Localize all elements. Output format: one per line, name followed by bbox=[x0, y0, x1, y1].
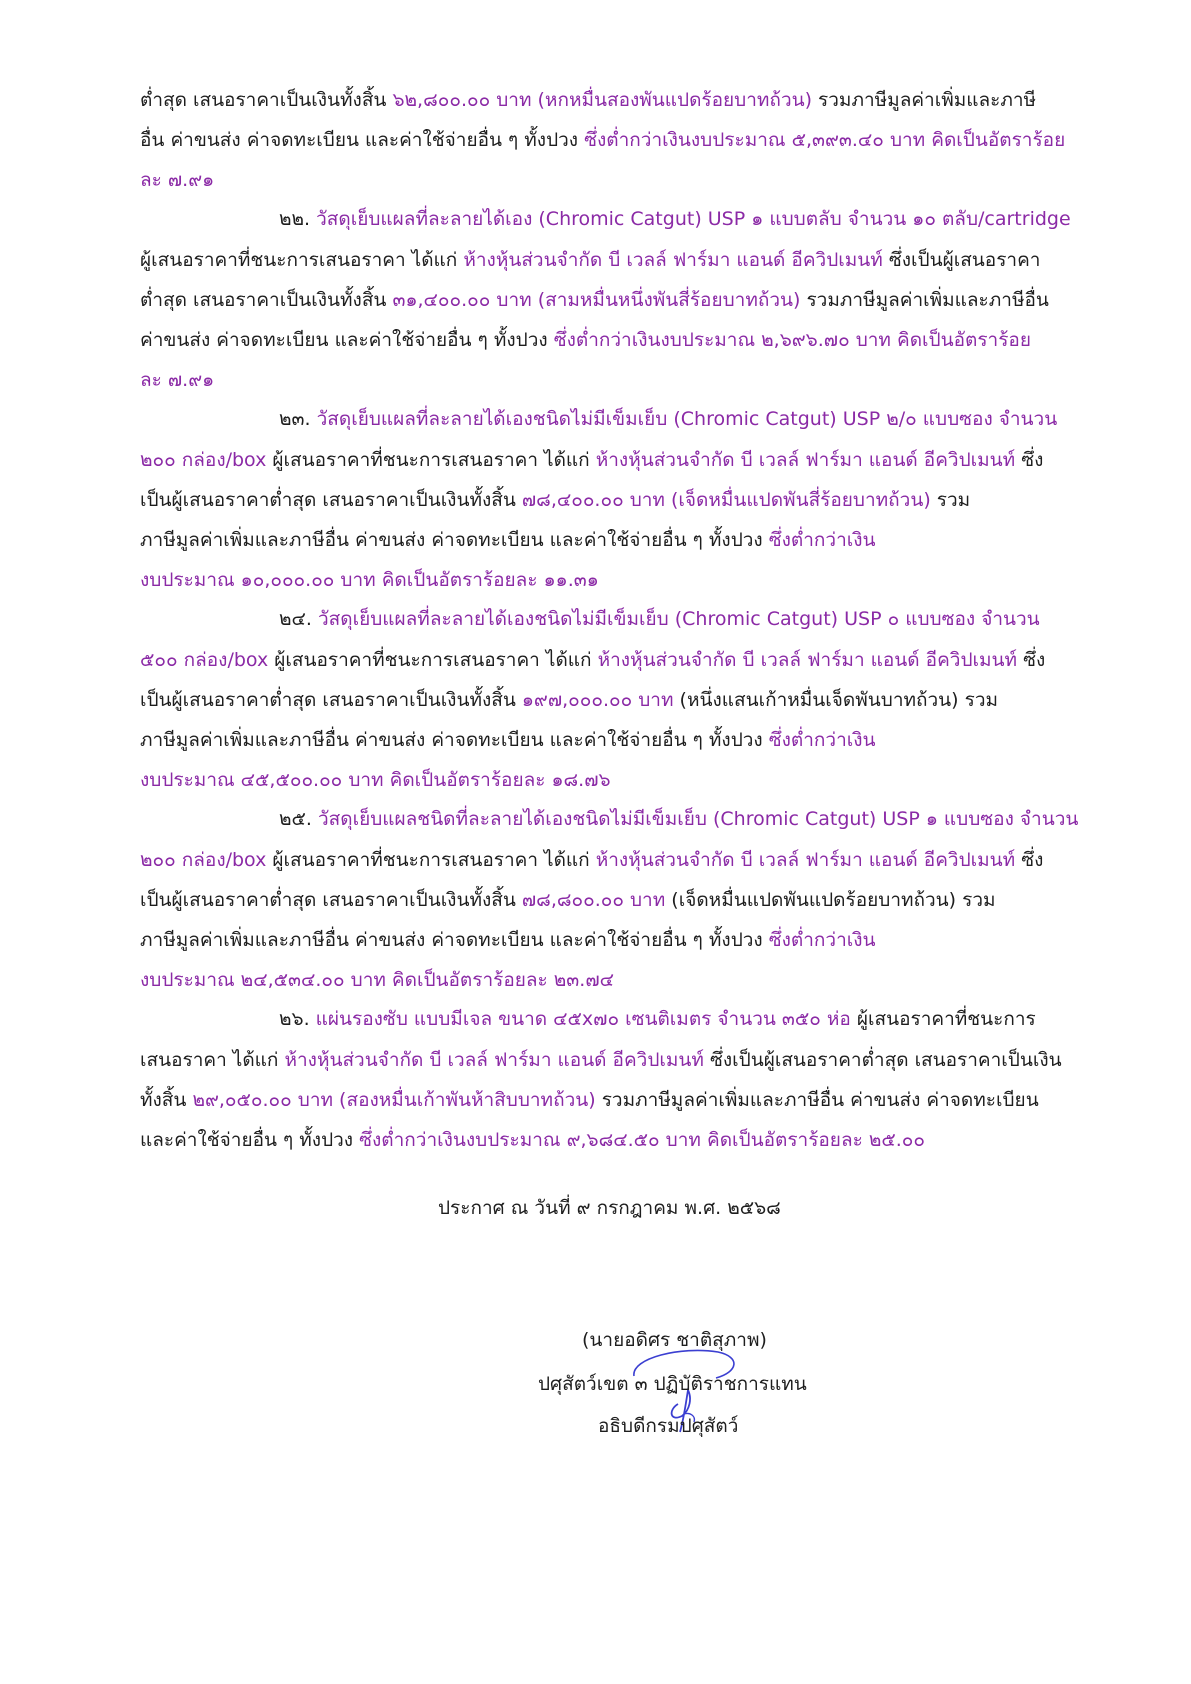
text-line bbox=[279, 405, 1057, 433]
highlighted-text: ๕๐๐ กล่อง/box bbox=[140, 649, 269, 671]
text-segment: ๒๔. bbox=[279, 608, 318, 630]
text-line bbox=[140, 646, 1045, 674]
text-segment: ซึ่งเป็นผู้เสนอราคา bbox=[882, 249, 1041, 271]
text-segment: เป็นผู้เสนอราคาต่ำสุด เสนอราคาเป็นเงินทั้งสิ้น bbox=[140, 889, 522, 911]
text-line bbox=[140, 486, 970, 514]
text-segment: ทั้งสิ้น bbox=[140, 1089, 193, 1111]
highlighted-text: วัสดุเย็บแผลที่ละลายได้เอง (Chromic Catgut) USP ๑ แบบตลับ จำนวน ๑๐ ตลับ/cartridge bbox=[316, 208, 1071, 230]
text-line bbox=[140, 1046, 1062, 1074]
highlighted-text: ๒๙,๐๕๐.๐๐ บาท (สองหมื่นเก้าพันห้าสิบบาทถ้วน) bbox=[192, 1089, 596, 1111]
text-segment: ผู้เสนอราคาที่ชนะการ bbox=[850, 1008, 1036, 1030]
highlighted-text: ๑๙๗,๐๐๐.๐๐ บาท bbox=[521, 689, 674, 711]
text-line bbox=[279, 205, 1071, 233]
highlighted-text: วัสดุเย็บแผลที่ละลายได้เองชนิดไม่มีเข็มเย็บ (Chromic Catgut) USP ๒/๐ แบบซอง จำนวน bbox=[316, 408, 1058, 430]
highlighted-text: ๒๐๐ กล่อง/box bbox=[140, 449, 267, 471]
text-segment: ผู้เสนอราคาที่ชนะการเสนอราคา ได้แก่ bbox=[266, 449, 596, 471]
text-segment: ต่ำสุด เสนอราคาเป็นเงินทั้งสิ้น bbox=[140, 289, 393, 311]
highlighted-text: ซึ่งต่ำกว่าเงินงบประมาณ ๒,๖๙๖.๗๐ บาท คิดเป็นอัตราร้อย bbox=[553, 329, 1031, 351]
text-segment: รวม bbox=[930, 489, 971, 511]
highlighted-text: ซึ่งต่ำกว่าเงิน bbox=[768, 729, 876, 751]
text-line bbox=[140, 246, 1040, 274]
highlighted-text: งบประมาณ ๒๔,๕๓๔.๐๐ บาท คิดเป็นอัตราร้อยละ ๒๓.๗๔ bbox=[140, 969, 614, 991]
announcement-date: ประกาศ ณ วันที่ ๙ กรกฎาคม พ.ศ. ๒๕๖๘ bbox=[438, 1197, 781, 1219]
text-line bbox=[279, 1005, 1036, 1033]
text-line bbox=[279, 805, 1078, 833]
text-line bbox=[140, 1086, 1039, 1114]
text-line bbox=[140, 846, 1043, 874]
text-line bbox=[140, 1126, 925, 1154]
text-line bbox=[279, 605, 1040, 633]
highlighted-text: งบประมาณ ๑๐,๐๐๐.๐๐ บาท คิดเป็นอัตราร้อยละ ๑๑.๓๑ bbox=[140, 569, 599, 591]
text-line bbox=[140, 286, 1049, 314]
highlighted-text: ละ ๗.๙๑ bbox=[140, 169, 215, 191]
highlighted-text: ๒๐๐ กล่อง/box bbox=[140, 849, 267, 871]
text-segment: (เจ็ดหมื่นแปดพันแปดร้อยบาทถ้วน) รวม bbox=[665, 889, 996, 911]
text-line bbox=[140, 926, 876, 954]
text-segment: ผู้เสนอราคาที่ชนะการเสนอราคา ได้แก่ bbox=[140, 249, 464, 271]
text-segment: อื่น ค่าขนส่ง ค่าจดทะเบียน และค่าใช้จ่ายอื่น ๆ ทั้งปวง bbox=[140, 129, 585, 151]
text-segment: ผู้เสนอราคาที่ชนะการเสนอราคา ได้แก่ bbox=[266, 849, 596, 871]
text-segment: ๒๒. bbox=[279, 208, 317, 230]
text-line bbox=[140, 86, 1036, 114]
text-segment: ซึ่ง bbox=[1017, 649, 1046, 671]
text-segment: ซึ่งเป็นผู้เสนอราคาต่ำสุด เสนอราคาเป็นเงิน bbox=[703, 1049, 1062, 1071]
highlighted-text: แผ่นรองซับ แบบมีเจล ขนาด ๔๕x๗๐ เซนติเมตร จำนวน ๓๕๐ ห่อ bbox=[315, 1008, 851, 1030]
text-line bbox=[140, 566, 599, 594]
highlighted-text: วัสดุเย็บแผลที่ละลายได้เองชนิดไม่มีเข็มเย็บ (Chromic Catgut) USP ๐ แบบซอง จำนวน bbox=[317, 608, 1040, 630]
text-segment: ต่ำสุด เสนอราคาเป็นเงินทั้งสิ้น bbox=[140, 89, 393, 111]
text-segment: ๒๕. bbox=[279, 808, 318, 830]
highlighted-text: ซึ่งต่ำกว่าเงิน bbox=[768, 929, 876, 951]
highlighted-text: ห้างหุ้นส่วนจำกัด บี เวลล์ ฟาร์มา แอนด์ อีควิปเมนท์ bbox=[597, 649, 1018, 671]
signatory-name: (นายอดิศร ชาติสุภาพ) bbox=[582, 1329, 767, 1351]
text-segment: และค่าใช้จ่ายอื่น ๆ ทั้งปวง bbox=[140, 1129, 360, 1151]
text-segment: ผู้เสนอราคาที่ชนะการเสนอราคา ได้แก่ bbox=[268, 649, 598, 671]
highlighted-text: ห้างหุ้นส่วนจำกัด บี เวลล์ ฟาร์มา แอนด์ อีควิปเมนท์ bbox=[595, 449, 1016, 471]
text-line bbox=[140, 366, 214, 394]
text-segment: เป็นผู้เสนอราคาต่ำสุด เสนอราคาเป็นเงินทั้งสิ้น bbox=[140, 489, 522, 511]
highlighted-text: ซึ่งต่ำกว่าเงินงบประมาณ ๕,๓๙๓.๔๐ บาท คิดเป็นอัตราร้อย bbox=[584, 129, 1066, 151]
text-line bbox=[140, 726, 876, 754]
text-segment: รวมภาษีมูลค่าเพิ่มและภาษีอื่น bbox=[800, 289, 1049, 311]
text-segment: ค่าขนส่ง ค่าจดทะเบียน และค่าใช้จ่ายอื่น ๆ ทั้งปวง bbox=[140, 329, 554, 351]
text-line bbox=[140, 126, 1065, 154]
highlighted-text: ซึ่งต่ำกว่าเงินงบประมาณ ๙,๖๘๔.๕๐ บาท คิดเป็นอัตราร้อยละ ๒๕.๐๐ bbox=[359, 1129, 925, 1151]
text-line bbox=[140, 686, 998, 714]
text-line bbox=[140, 766, 611, 794]
text-segment: ภาษีมูลค่าเพิ่มและภาษีอื่น ค่าขนส่ง ค่าจดทะเบียน และค่าใช้จ่ายอื่น ๆ ทั้งปวง bbox=[140, 529, 769, 551]
text-line bbox=[140, 966, 614, 994]
highlighted-text: ๗๘,๔๐๐.๐๐ บาท (เจ็ดหมื่นแปดพันสี่ร้อยบาทถ้วน) bbox=[521, 489, 931, 511]
text-segment: รวมภาษีมูลค่าเพิ่มและภาษี bbox=[812, 89, 1037, 111]
highlighted-text: วัสดุเย็บแผลชนิดที่ละลายได้เองชนิดไม่มีเข็มเย็บ (Chromic Catgut) USP ๑ แบบซอง จำนวน bbox=[317, 808, 1079, 830]
text-line bbox=[140, 166, 214, 194]
text-segment: ภาษีมูลค่าเพิ่มและภาษีอื่น ค่าขนส่ง ค่าจดทะเบียน และค่าใช้จ่ายอื่น ๆ ทั้งปวง bbox=[140, 729, 769, 751]
text-segment: ซึ่ง bbox=[1015, 849, 1044, 871]
highlighted-text: ซึ่งต่ำกว่าเงิน bbox=[768, 529, 876, 551]
highlighted-text: ห้างหุ้นส่วนจำกัด บี เวลล์ ฟาร์มา แอนด์ อีควิปเมนท์ bbox=[595, 849, 1016, 871]
text-segment: เสนอราคา ได้แก่ bbox=[140, 1049, 285, 1071]
signatory-title: อธิบดีกรมปศุสัตว์ bbox=[598, 1415, 739, 1437]
signatory-position: ปศุสัตว์เขต ๓ ปฏิบัติราชการแทน bbox=[538, 1373, 807, 1395]
text-line bbox=[140, 886, 996, 914]
highlighted-text: ละ ๗.๙๑ bbox=[140, 369, 215, 391]
text-segment: ๒๖. bbox=[279, 1008, 316, 1030]
text-segment: ซึ่ง bbox=[1015, 449, 1044, 471]
text-line bbox=[140, 526, 876, 554]
highlighted-text: ๖๒,๘๐๐.๐๐ บาท (หกหมื่นสองพันแปดร้อยบาทถ้วน) bbox=[392, 89, 813, 111]
text-segment: รวมภาษีมูลค่าเพิ่มและภาษีอื่น ค่าขนส่ง ค่าจดทะเบียน bbox=[595, 1089, 1039, 1111]
text-line bbox=[140, 326, 1031, 354]
text-segment: เป็นผู้เสนอราคาต่ำสุด เสนอราคาเป็นเงินทั้งสิ้น bbox=[140, 689, 522, 711]
highlighted-text: ๗๘,๘๐๐.๐๐ บาท bbox=[521, 889, 666, 911]
text-segment: (หนึ่งแสนเก้าหมื่นเจ็ดพันบาทถ้วน) รวม bbox=[673, 689, 999, 711]
highlighted-text: งบประมาณ ๔๕,๕๐๐.๐๐ บาท คิดเป็นอัตราร้อยละ ๑๘.๗๖ bbox=[140, 769, 611, 791]
highlighted-text: ห้างหุ้นส่วนจำกัด บี เวลล์ ฟาร์มา แอนด์ อีควิปเมนท์ bbox=[284, 1049, 704, 1071]
text-segment: ๒๓. bbox=[279, 408, 317, 430]
text-line bbox=[140, 446, 1043, 474]
text-segment: ภาษีมูลค่าเพิ่มและภาษีอื่น ค่าขนส่ง ค่าจดทะเบียน และค่าใช้จ่ายอื่น ๆ ทั้งปวง bbox=[140, 929, 769, 951]
highlighted-text: ๓๑,๔๐๐.๐๐ บาท (สามหมื่นหนึ่งพันสี่ร้อยบาทถ้วน) bbox=[392, 289, 801, 311]
highlighted-text: ห้างหุ้นส่วนจำกัด บี เวลล์ ฟาร์มา แอนด์ อีควิปเมนท์ bbox=[463, 249, 883, 271]
